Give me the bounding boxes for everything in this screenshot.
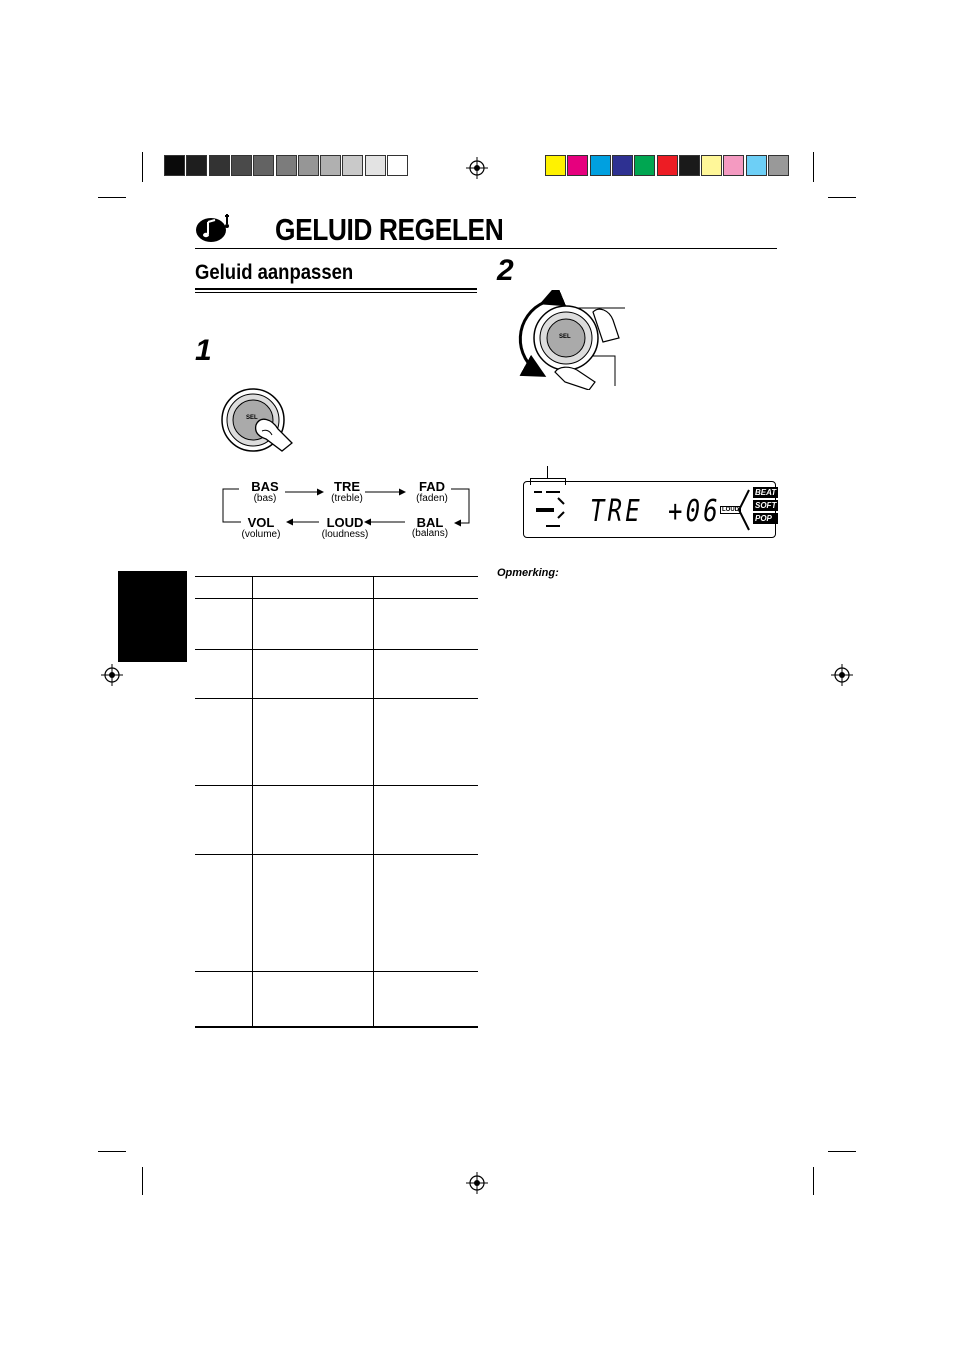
color-swatch bbox=[320, 155, 341, 176]
sel-knob-press-icon bbox=[220, 385, 300, 457]
color-swatch bbox=[590, 155, 611, 176]
flow-bal: BAL bbox=[416, 515, 444, 530]
note-label: Opmerking: bbox=[497, 567, 559, 579]
flow-vol: VOL bbox=[247, 515, 275, 530]
registration-mark-icon bbox=[101, 664, 123, 686]
step-number: 1 bbox=[195, 334, 212, 367]
section-rule bbox=[195, 288, 477, 290]
preset-soft: SOFT bbox=[755, 501, 777, 510]
color-swatch bbox=[612, 155, 633, 176]
color-swatch bbox=[746, 155, 767, 176]
flow-fad-sub: (faden) bbox=[416, 493, 448, 504]
table-row-rule bbox=[195, 698, 478, 699]
flow-bas: BAS bbox=[251, 479, 279, 494]
lcd-mode-text: TRE bbox=[590, 494, 643, 529]
lcd-bracket-icon bbox=[735, 488, 753, 533]
lcd-callout-line bbox=[547, 466, 548, 478]
lcd-preset-list bbox=[753, 487, 778, 524]
svg-text:SEL: SEL bbox=[559, 334, 571, 340]
preset-beat: BEAT bbox=[753, 487, 778, 498]
table-row-rule bbox=[195, 649, 478, 650]
color-swatch bbox=[768, 155, 789, 176]
registration-mark-icon bbox=[831, 664, 853, 686]
table-column-rule bbox=[373, 576, 374, 1027]
page-title: GELUID REGELEN bbox=[275, 212, 504, 247]
color-swatch bbox=[567, 155, 588, 176]
color-swatch bbox=[701, 155, 722, 176]
preset-pop: POP bbox=[753, 513, 778, 524]
color-swatch bbox=[276, 155, 297, 176]
registration-mark-icon bbox=[466, 157, 488, 179]
color-swatch bbox=[365, 155, 386, 176]
color-swatch bbox=[679, 155, 700, 176]
crop-mark bbox=[828, 197, 856, 198]
color-swatch bbox=[634, 155, 655, 176]
lcd-level-indicator-icon bbox=[530, 488, 575, 533]
color-swatch bbox=[253, 155, 274, 176]
flow-loud: LOUD bbox=[326, 515, 364, 530]
title-underline bbox=[195, 248, 777, 249]
flow-fad: FAD bbox=[419, 479, 445, 494]
crop-mark bbox=[828, 1151, 856, 1152]
table-row-rule bbox=[195, 971, 478, 972]
color-swatch bbox=[164, 155, 185, 176]
color-swatch bbox=[657, 155, 678, 176]
crop-mark bbox=[813, 1167, 814, 1195]
flow-loud-sub: (loudness) bbox=[321, 529, 369, 540]
crop-mark bbox=[142, 1167, 143, 1195]
sound-note-icon bbox=[195, 210, 235, 244]
flow-bal-sub: (balans) bbox=[411, 528, 449, 539]
color-swatch bbox=[209, 155, 230, 176]
flow-tre-sub: (treble) bbox=[331, 493, 363, 504]
color-swatch bbox=[186, 155, 207, 176]
flow-tre: TRE bbox=[334, 479, 360, 494]
language-tab bbox=[118, 571, 187, 662]
registration-mark-icon bbox=[466, 1172, 488, 1194]
table-column-rule bbox=[252, 576, 253, 1027]
table-bottom-rule bbox=[195, 1026, 478, 1028]
table-row-rule bbox=[195, 785, 478, 786]
table-top-rule bbox=[195, 576, 478, 577]
step-number: 2 bbox=[497, 254, 514, 287]
flow-bas-sub: (bas) bbox=[253, 493, 277, 504]
table-row-rule bbox=[195, 854, 478, 855]
color-swatch bbox=[723, 155, 744, 176]
color-swatch bbox=[298, 155, 319, 176]
crop-mark bbox=[98, 1151, 126, 1152]
lcd-callout-line bbox=[530, 478, 566, 485]
svg-text:SEL: SEL bbox=[246, 415, 258, 421]
crop-mark bbox=[142, 152, 143, 182]
flow-vol-sub: (volume) bbox=[241, 529, 281, 540]
color-swatch bbox=[342, 155, 363, 176]
color-swatch bbox=[387, 155, 408, 176]
lcd-value-text: +06 bbox=[668, 494, 721, 529]
crop-mark bbox=[98, 197, 126, 198]
section-title: Geluid aanpassen bbox=[195, 261, 354, 284]
section-rule bbox=[195, 292, 477, 293]
color-swatch bbox=[231, 155, 252, 176]
table-header-rule bbox=[195, 598, 478, 599]
crop-mark bbox=[813, 152, 814, 182]
lcd-loud-indicator: LOUD bbox=[722, 507, 739, 513]
sel-knob-rotate-icon bbox=[515, 290, 630, 390]
flow-arrows bbox=[215, 480, 475, 530]
color-swatch bbox=[545, 155, 566, 176]
